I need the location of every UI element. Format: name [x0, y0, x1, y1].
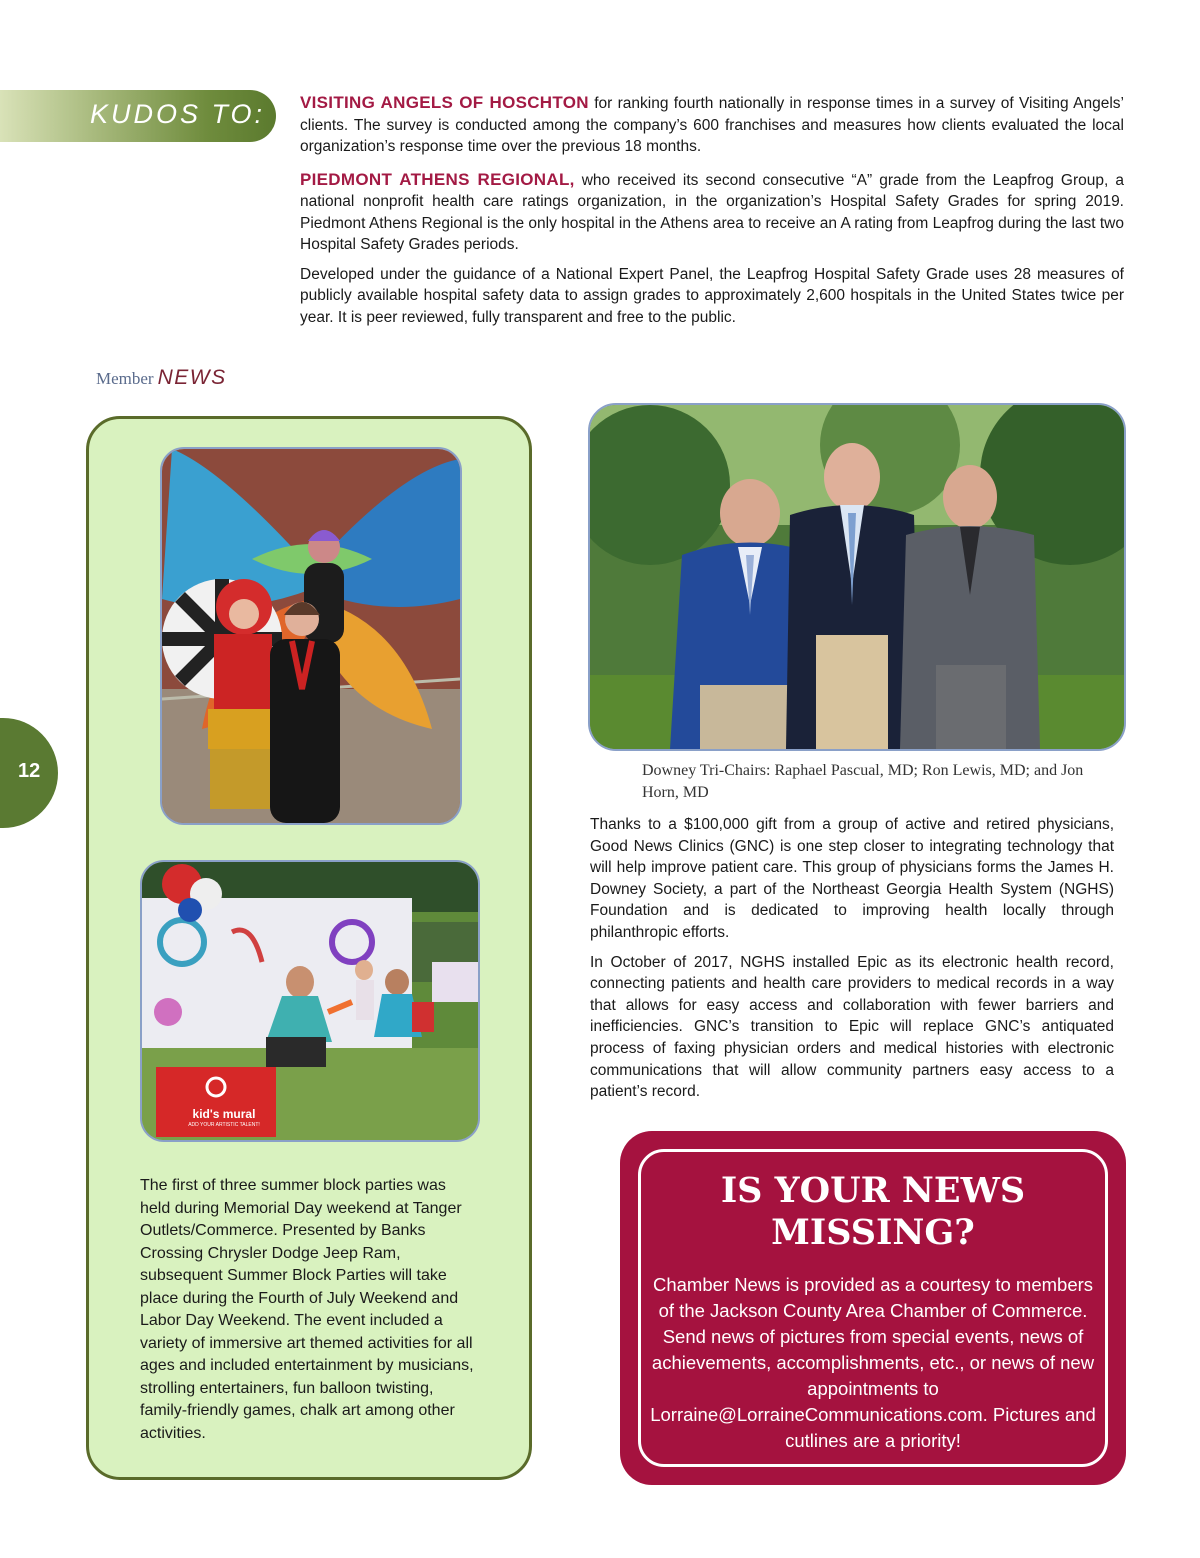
kudos-banner-label: KUDOS TO: — [90, 99, 266, 129]
photo-downey-tri-chairs — [588, 403, 1126, 751]
news-missing-body: Chamber News is provided as a courtesy to members of the Jackson County Area Chamber of Commerce. Send news of pictures from special events, news of achievements, accomplishments, etc., or news of new appointments to Lorraine@LorraineCommunications.com. Pictures and cutlines are a priority! — [650, 1274, 1096, 1451]
photo-butterfly-entertainers — [160, 447, 462, 825]
kudos-section — [300, 92, 1124, 328]
kudos-name: PIEDMONT ATHENS REGIONAL, — [300, 169, 575, 189]
gnc-paragraph: In October of 2017, NGHS installed Epic as its electronic health record, connecting patients and health care providers to medical records in a way that allows for easy access and collaboration with fewer barriers and inefficiencies. GNC’s transition to Epic will replace GNC’s antiquated process of faxing physician orders and medical histories with electronic communications that will allow community partners easy access to a patient’s record. — [590, 953, 1114, 1101]
kudos-name: VISITING ANGELS OF HOSCHTON — [300, 93, 589, 112]
page-number: 12 — [18, 760, 41, 782]
gnc-paragraph: Thanks to a $100,000 gift from a group of active and retired physicians, Good News Clinics (GNC) is one step closer to integrating technology that will help improve patient care. This group of physicians forms the James H. Downey Society, a part of the Northeast Georgia Health System (NGHS) Foundation and is dedicated to improving health locally through philanthropic efforts. — [590, 816, 1114, 941]
section-prefix: Member — [96, 369, 154, 388]
section-heading — [96, 366, 227, 390]
kudos-item — [300, 92, 1124, 158]
photo-kids-mural — [140, 860, 480, 1142]
mural-sign-title: kid's mural — [192, 1107, 256, 1121]
news-missing-title: IS YOUR NEWS MISSING? — [720, 1170, 1026, 1253]
kudos-text: who received its second consecutive “A” grade from the Leapfrog Group, a national nonprofit health care ratings organization, in the organization’s Hospital Safety Grades for spring 2019. Piedmont Athens Regional is the only hospital in the Athens area to receive an A rating from Leapfrog during the last two Hospital Safety Grades periods. — [300, 171, 1124, 253]
kudos-text: for ranking fourth nationally in response times in a survey of Visiting Angels’ clients. The survey is conducted among the company’s 600 franchises and measures how clients evaluated the local organization’s response time over the previous 18 months. — [300, 95, 1124, 155]
gnc-article — [590, 814, 1114, 1103]
section-title: NEWS — [157, 366, 227, 389]
mural-sign-subtitle: ADD YOUR ARTISTIC TALENT! — [188, 1122, 260, 1128]
leapfrog-paragraph: Developed under the guidance of a National Expert Panel, the Leapfrog Hospital Safety Grade uses 28 measures of publicly available hospital safety data to assign grades to approximately 2,600 hospitals in the United States twice per year. It is peer reviewed, fully transparent and free to the public. — [300, 265, 1124, 326]
kudos-item — [300, 169, 1124, 256]
photo-caption: Downey Tri-Chairs: Raphael Pascual, MD; Ron Lewis, MD; and Jon Horn, MD — [642, 762, 1084, 801]
block-party-text: The first of three summer block parties was held during Memorial Day weekend at Tanger Outlets/Commerce. Presented by Banks Crossing Chrysler Dodge Jeep Ram, subsequent Summer Block Parties will take place during the Fourth of July Weekend and Labor Day Weekend. The event included a variety of immersive art themed activities for all ages and included entertainment by musicians, strolling entertainers, fun balloon twisting, family-friendly games, chalk art among other activities. — [140, 1177, 474, 1442]
